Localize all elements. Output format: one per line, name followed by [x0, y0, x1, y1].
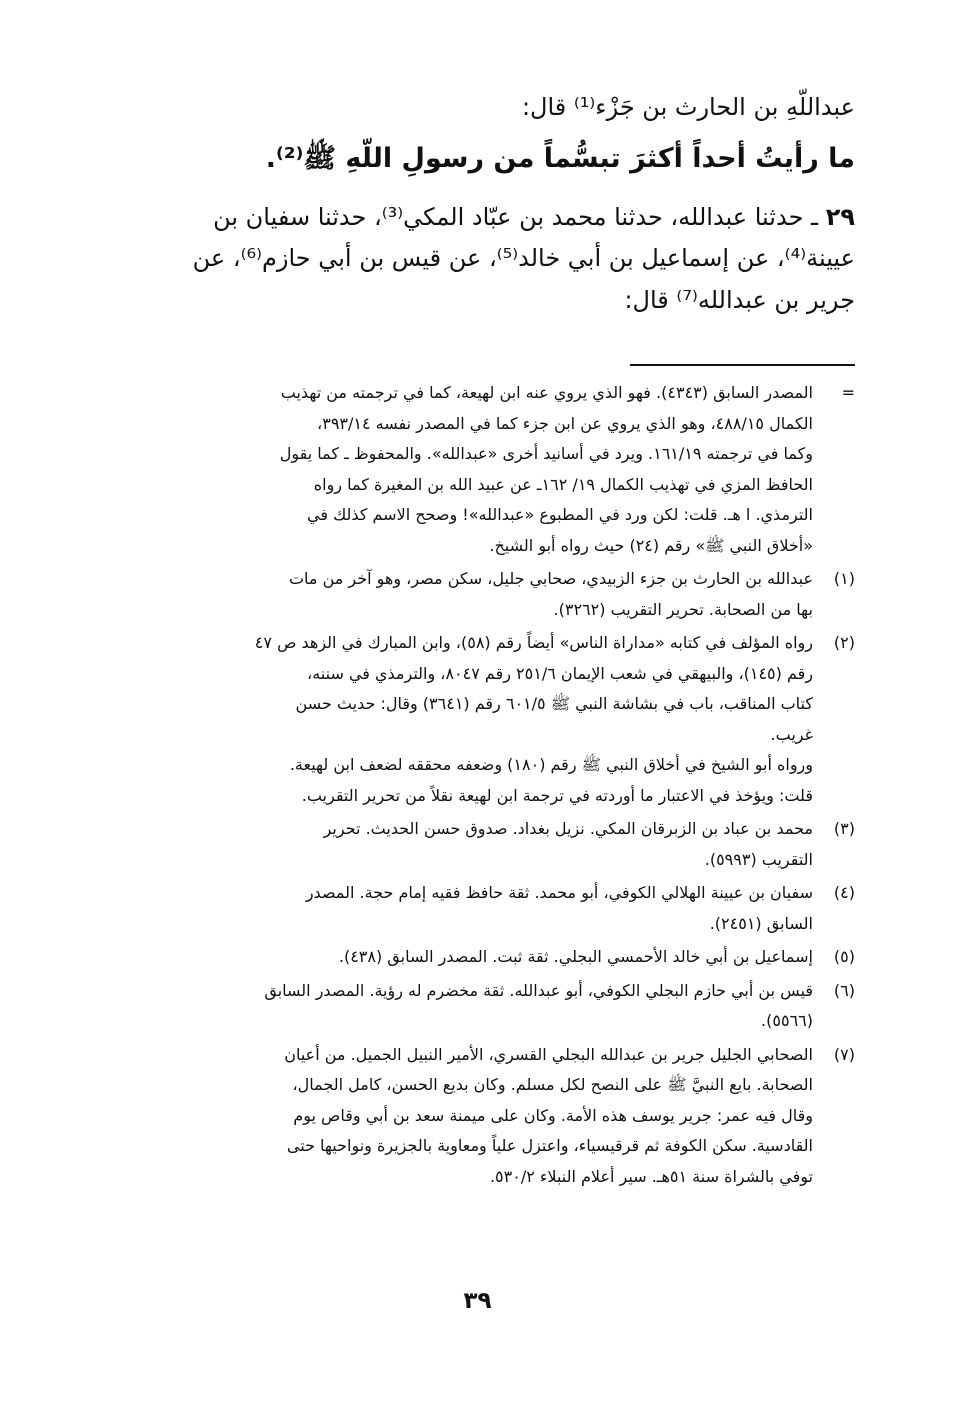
footnote-line: إسماعيل بن أبي خالد الأحمسي البجلي. ثقة ثبت. المصدر السابق (٤٣٨). [338, 947, 813, 966]
footnote-line: قيس بن أبي حازم البجلي الكوفي، أبو عبدالله. ثقة مخضرم له رؤية. المصدر السابق [264, 980, 813, 1000]
footnote-line: رقم (١٤٥)، والبيهقي في شعب الإيمان ٢٥١/٦ رقم ٨٠٤٧، والترمذي في سننه، [307, 663, 813, 683]
chain-line-3: جرير بن عبدالله⁽⁷⁾ قال: [624, 285, 855, 314]
chain-line-1-text: ـ حدثنا عبدالله، حدثنا محمد بن عبّاد المكي⁽³⁾، حدثنا سفيان بن [213, 203, 826, 232]
footnote-marker: (٤) [833, 883, 855, 902]
footnote-line: الكمال ٤٨٨/١٥، وهو الذي يروي عن ابن جزء كما في المصدر نفسه ٣٩٣/١٤، [317, 413, 813, 433]
footnote-line: التقريب (٥٩٩٣). [704, 849, 813, 869]
footnote-line: كتاب المناقب، باب في بشاشة النبي ﷺ ٦٠١/٥ رقم (٣٦٤١) وقال: حديث حسن [295, 694, 813, 713]
footnote-line: بها من الصحابة. تحرير التقريب (٣٢٦٢). [553, 599, 813, 619]
footnote-line: وكما في ترجمته ١٦١/١٩. ويرد في أسانيد أخرى «عبدالله». والمحفوظ ـ كما يقول [279, 444, 813, 463]
footnote-line: «أخلاق النبي ﷺ» رقم (٢٤) حيث رواه أبو الشيخ. [489, 535, 813, 555]
footnotes [110, 378, 855, 1195]
footnote-line: الحافظ المزي في تهذيب الكمال ١٩/ ١٦٢ـ عن عبيد الله بن المغيرة كما رواه [313, 474, 813, 494]
footnote-marker: (٥) [833, 947, 855, 966]
footnote [110, 942, 855, 973]
footnote-text [110, 942, 813, 973]
footnote-text [110, 378, 813, 561]
footnote-line: الصحابي الجليل جرير بن عبدالله البجلي القسري، الأمير النبيل الجميل. من أعيان [284, 1044, 813, 1064]
hadith-number: ٢٩ [825, 203, 855, 232]
footnote-line: السابق (٢٤٥١). [709, 913, 813, 933]
main-text [125, 92, 855, 326]
footnote-line: محمد بن عباد بن الزبرقان المكي. نزيل بغداد. صدوق حسن الحديث. تحرير [323, 819, 813, 838]
footnote-line: توفي بالشراة سنة ٥١هـ. سير أعلام النبلاء ٥٣٠/٢. [489, 1166, 813, 1186]
footnote-text [110, 628, 813, 811]
page-number: ٣٩ [463, 1288, 492, 1314]
intro-line: عبداللّهِ بن الحارث بن جَزْء⁽¹⁾ قال: [521, 93, 855, 121]
footnote-marker: (٦) [833, 980, 855, 1000]
hadith-text: ما رأيتُ أحداً أكثرَ تبسُّماً من رسولِ اللّهِ ﷺ⁽²⁾. [265, 143, 855, 175]
footnote-line: غريب. [770, 724, 813, 744]
footnote-line: عبدالله بن الحارث بن جزء الزبيدي، صحابي جليل، سكن مصر، وهو آخر من مات [288, 569, 813, 588]
footnote-line: المصدر السابق (٤٣٤٣). فهو الذي يروي عنه ابن لهيعة، كما في ترجمته من تهذيب [280, 383, 813, 402]
footnote [110, 378, 855, 561]
footnote-marker: (٧) [833, 1044, 855, 1064]
footnote [110, 1040, 855, 1193]
footnote-text [110, 1040, 813, 1193]
footnote-marker: (٢) [833, 633, 855, 652]
footnote [110, 564, 855, 625]
footnote-marker: = [841, 383, 855, 402]
footnote [110, 976, 855, 1037]
footnote-line: الترمذي. ا هـ. قلت: لكن ورد في المطبوع «عبدالله»! وصحح الاسم كذلك في [307, 505, 813, 524]
footnote [110, 628, 855, 811]
footnote-line: سفيان بن عيينة الهلالي الكوفي، أبو محمد. ثقة حافظ فقيه إمام حجة. المصدر [305, 883, 813, 902]
footnote-text [110, 564, 813, 625]
footnote [110, 878, 855, 939]
footnote-line: (٥٥٦٦). [761, 1011, 813, 1030]
footnote-line: الصحابة. بايع النبيَّ ﷺ على النصح لكل مسلم. وكان بديع الحسن، كامل الجمال، [292, 1075, 813, 1094]
footnote-text [110, 976, 813, 1037]
footnote-line: ورواه أبو الشيخ في أخلاق النبي ﷺ رقم (١٨٠) وضعفه محققه لضعف ابن لهيعة. [289, 755, 813, 774]
footnote-line: قلت: ويؤخذ في الاعتبار ما أوردته في ترجمة ابن لهيعة نقلاً من تحرير التقريب. [301, 785, 813, 805]
footnote [110, 814, 855, 875]
footnote-line: رواه المؤلف في كتابه «مداراة الناس» أيضاً رقم (٥٨)، وابن المبارك في الزهد ص ٤٧ [254, 633, 813, 652]
footnote-marker: (٣) [833, 819, 855, 838]
footnote-line: القادسية. سكن الكوفة ثم قرقيسياء، واعتزل علياً ومعاوية بالجزيرة ونواحيها حتى [286, 1136, 813, 1155]
footnote-line: وقال فيه عمر: جرير يوسف هذه الأمة. وكان على ميمنة سعد بن أبي وقاص يوم [293, 1105, 813, 1125]
footnote-separator [630, 364, 855, 366]
footnote-text [110, 814, 813, 875]
footnote-marker: (١) [833, 569, 855, 588]
footnote-text [110, 878, 813, 939]
chain-line-2: عيينة⁽⁴⁾، عن إسماعيل بن أبي خالد⁽⁵⁾، عن قيس بن أبي حازم⁽⁶⁾، عن [192, 244, 855, 273]
chain-line-1 [125, 202, 855, 233]
